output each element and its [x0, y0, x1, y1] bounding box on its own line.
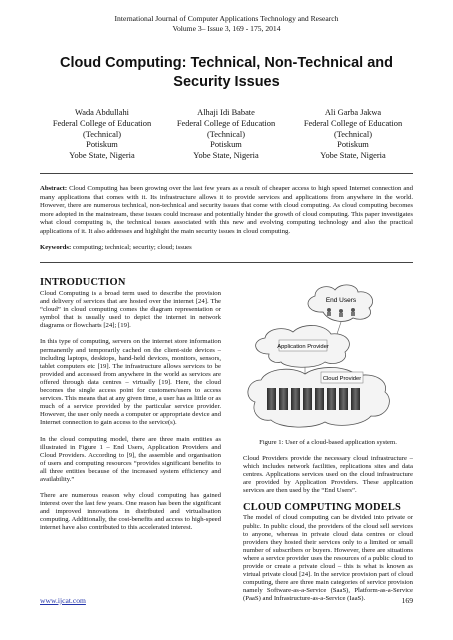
author-city: Potiskum: [86, 140, 118, 150]
author-state: Yobe State, Nigeria: [193, 151, 259, 161]
author-name: Wada Abdullahi: [75, 108, 129, 117]
models-heading: CLOUD COMPUTING MODELS: [243, 502, 401, 514]
cloud-provider-cloud: [248, 367, 390, 427]
journal-header: [0, 14, 453, 33]
author-dept: (Technical): [82, 129, 121, 139]
footer-url-link[interactable]: www.ijcat.com: [40, 596, 86, 605]
keywords-text: computing; technical; security; cloud; issues: [72, 244, 192, 251]
application-provider-cloud: [256, 325, 350, 367]
application-provider-label: Application Provider: [277, 344, 329, 350]
abstract-text: Cloud Computing has been growing over the last few years as a result of cheaper access to high speed Internet connection and many applications that comes with it. Its infrastructure allows it to provide services and applications from anywhere in the world. However, there are numerous technical, non-technical and security issues that come with cloud computing. As cloud computing becomes more adopted in the mainstream, these issues could increase and potentially hinder the growth of cloud computing. This paper investigates what cloud computing is, the technical issues associated with this new and evolving computing technology and also the practical applications of it. It also addresses and highlight the main security issues in cloud computing.: [40, 185, 413, 235]
author-city: Potiskum: [210, 140, 242, 150]
end-users-cloud: [308, 285, 373, 321]
paper-title: Cloud Computing: Technical, Non-Technical and Security Issues: [60, 55, 393, 90]
author-dept: (Technical): [206, 129, 245, 139]
abstract: [40, 185, 413, 237]
intro-paragraph: In the cloud computing model, there are three main entities as illustrated in Figure 1 – End Users, Application Providers and Cloud Providers. According to [9], the assemble and organisation of users and computing resources “provides significant benefits to all three entities because of the increased system efficiency and availability.”: [40, 435, 221, 483]
author-state: Yobe State, Nigeria: [320, 151, 386, 161]
intro-paragraph: In this type of computing, servers on the internet store information permanently and temporarily cached on the client-side devices – including laptops, desktops, hand-held devices, monitors, sensors, tablet computers etc [19]. The infrastructure allows services to be provided and accessed from anywhere in the world as services are offered through data centres – virtually [19]. Here, the cloud becomes the single access point for customers/users to access services. This means that at any given time, a user has as little or as much of a service provided by the particular service provider. However, the user only needs a computer or appropriate device and Internet connection to gain access to the service(s).: [40, 338, 221, 427]
author-block: [42, 108, 162, 162]
cloud-provider-label: Cloud Provider: [322, 376, 362, 382]
journal-name: International Journal of Computer Applications Technology and Research: [114, 14, 339, 23]
cloud-diagram-figure: [245, 282, 410, 430]
author-dept: (Technical): [333, 129, 372, 139]
author-affiliation: Federal College of Education: [52, 118, 152, 128]
body-paragraph: Cloud Providers provide the necessary cloud infrastructure – which includes network facilities, replications sites and data centres. Applications services used on the cloud infrastructure are provided by Application Providers. These application services are then used by the “End Users”.: [243, 455, 413, 495]
page-number: 169: [401, 596, 413, 605]
intro-paragraph: There are numerous reason why cloud computing has gained interest over the last few years. One reason has been the significant and improved innovations in distributed and virtualisation computing. Additionally, the cost-benefits and access to high-speed internet have also contributed to this accelerated interest.: [40, 492, 221, 532]
divider-bottom: [40, 262, 413, 263]
author-name: Alhaji Idi Babate: [197, 108, 255, 117]
author-state: Yobe State, Nigeria: [69, 151, 135, 161]
author-city: Potiskum: [337, 140, 369, 150]
author-name: Ali Garba Jakwa: [324, 108, 382, 117]
intro-paragraph: Cloud Computing is a broad term used to describe the provision and delivery of services that are hosted over the internet [24]. The “cloud” in cloud computing comes the diagram representation or symbol that is usually used to depict the internet in network diagrams or flowcharts [24]; [19].: [40, 290, 221, 330]
body-paragraph: The model of cloud computing can be divided into private or public. In public cloud, the providers of the cloud sell services to anyone, whereas in private cloud data centres or cloud providers they hosted their services only to a limited or small number of subscribers or buyers. However, there are situations where a service provider uses the resources of a public cloud to provide or create a private cloud – this is what is known as virtual private cloud [24]. In the service provision part of cloud computing, there are three main categories of service provision namely Software-as-a-Service (SaaS), Platform-as-a-Service (PaaS) and Infrastructure-as-a-Service (IaaS).: [243, 514, 413, 603]
keywords: [40, 244, 413, 253]
keywords-label: Keywords:: [40, 244, 72, 251]
journal-volume: Volume 3– Issue 3, 169 - 175, 2014: [172, 23, 281, 33]
figure-caption: Figure 1: User of a cloud-based application system.: [259, 439, 397, 446]
divider-top: [40, 173, 413, 174]
author-block: [166, 108, 286, 162]
right-column: [243, 455, 413, 604]
abstract-label: Abstract:: [40, 185, 68, 192]
author-affiliation: Federal College of Education: [176, 118, 276, 128]
intro-heading: INTRODUCTION: [40, 277, 126, 288]
end-users-label: End Users: [325, 297, 357, 304]
author-affiliation: Federal College of Education: [303, 118, 403, 128]
author-block: [293, 108, 413, 162]
intro-section: [40, 277, 221, 533]
